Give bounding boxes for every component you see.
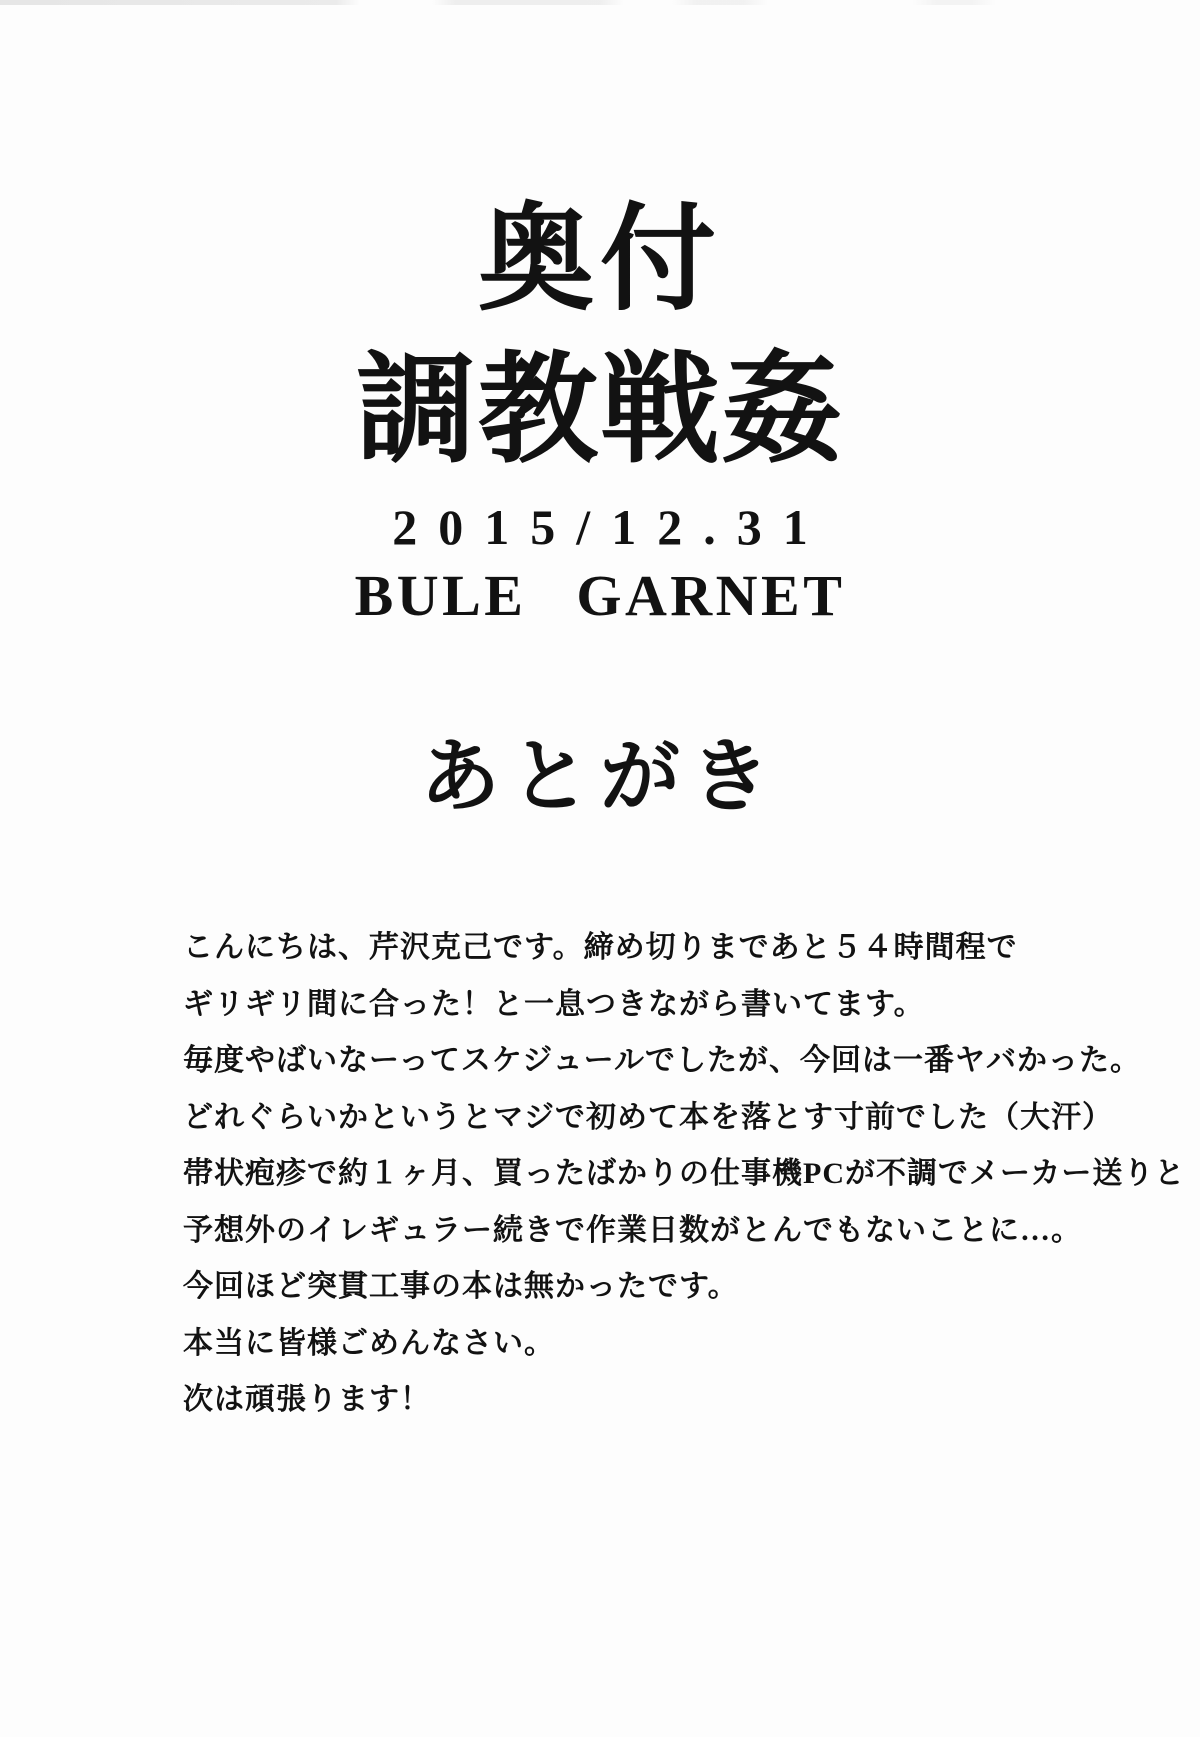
afterword-line: こんにちは、芹沢克己です。締め切りまであと５４時間程で xyxy=(183,931,1018,964)
publication-date: 2015/12.31 xyxy=(392,499,829,555)
afterword-line: 次は頑張ります！ xyxy=(183,1383,431,1416)
afterword-line: 毎度やばいなーってスケジュールでしたが、今回は一番ヤバかった。 xyxy=(183,1044,1141,1077)
book-title: 調教戦姦 xyxy=(356,344,844,477)
afterword-line: どれぐらいかというとマジで初めて本を落とす寸前でした（大汗） xyxy=(183,1100,1113,1134)
afterword-body xyxy=(183,920,1186,1429)
circle-name: BULE GARNET xyxy=(354,563,846,628)
afterword-line: 予想外のイレギュラー続きで作業日数がとんでもないことに…。 xyxy=(183,1213,1082,1247)
afterword-line: 今回ほど突貫工事の本は無かったです。 xyxy=(183,1270,739,1303)
colophon-section-label: 奥付 xyxy=(478,197,722,325)
afterword-heading: あとがき xyxy=(420,734,780,822)
afterword-line: ギリギリ間に合った！と一息つきながら書いてます。 xyxy=(183,987,925,1021)
afterword-line: 本当に皆様ごめんなさい。 xyxy=(183,1326,555,1360)
scan-artifact xyxy=(0,0,1200,5)
afterword-line: 帯状疱疹で約１ヶ月、買ったばかりの仕事機PCが不調でメーカー送りと xyxy=(183,1157,1186,1190)
